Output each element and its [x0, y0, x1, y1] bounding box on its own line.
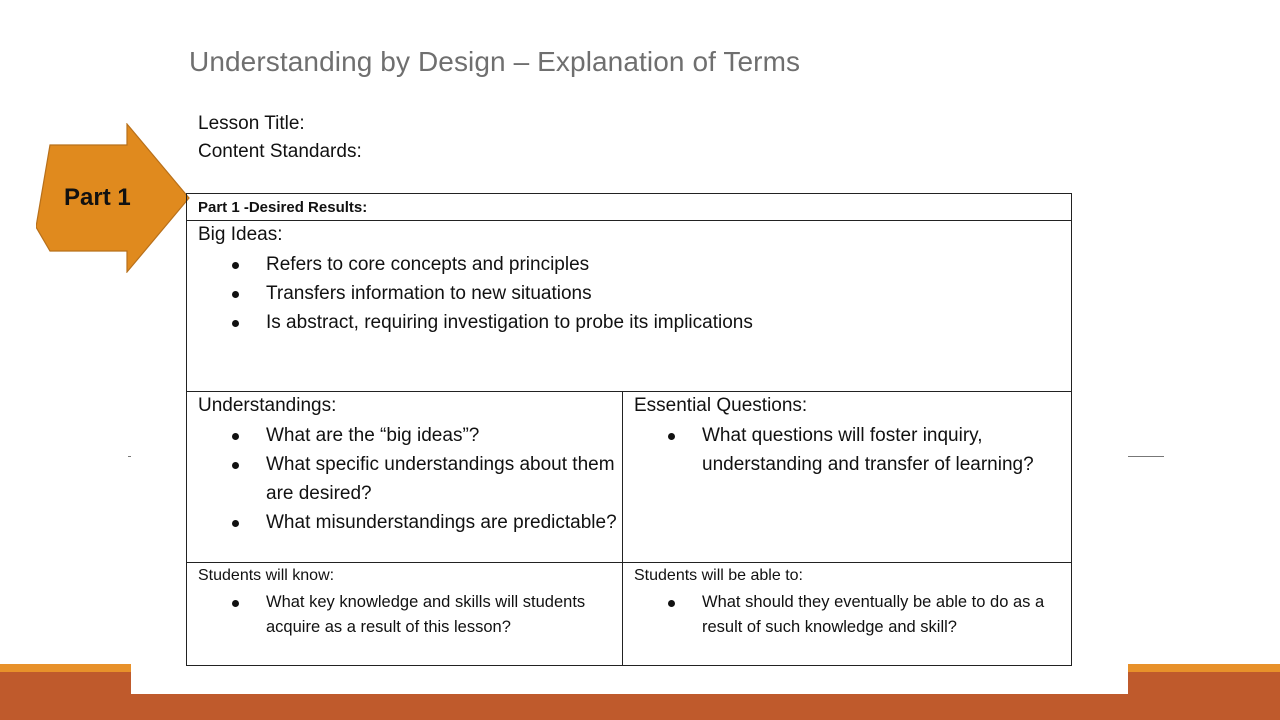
understandings-cell [187, 392, 623, 562]
list-item: What should they eventually be able to do as a result of such knowledge and skill? [634, 590, 1074, 640]
list-item: What are the “big ideas”? [198, 421, 618, 450]
list-item: Refers to core concepts and principles [198, 250, 1058, 279]
list-item: What specific understandings about them are desired? [198, 450, 618, 508]
students-know-title: Students will know: [198, 567, 335, 584]
essential-questions-title: Essential Questions: [634, 395, 808, 416]
list-item: Transfers information to new situations [198, 279, 1058, 308]
content-standards-label: Content Standards: [198, 141, 362, 162]
students-able-title: Students will be able to: [634, 567, 803, 584]
understandings-list [198, 421, 618, 537]
students-able-list [634, 590, 1074, 640]
big-ideas-list [198, 250, 1058, 337]
essential-questions-cell [623, 392, 1071, 562]
list-item: What questions will foster inquiry, understanding and transfer of learning? [634, 421, 1064, 479]
desired-results-table [186, 193, 1072, 666]
big-ideas-cell [187, 221, 1071, 391]
understandings-row [187, 392, 1071, 563]
students-able-cell [623, 563, 1071, 665]
list-item: What key knowledge and skills will students acquire as a result of this lesson? [198, 590, 618, 640]
lesson-title-label: Lesson Title: [198, 113, 305, 134]
table-header: Part 1 -Desired Results: [198, 199, 368, 216]
list-item: Is abstract, requiring investigation to probe its implications [198, 308, 1058, 337]
understandings-title: Understandings: [198, 395, 337, 416]
part-1-label: Part 1 [64, 184, 131, 211]
list-item: What misunderstandings are predictable? [198, 508, 618, 537]
slide-title: Understanding by Design – Explanation of Terms [189, 46, 801, 77]
table-header-row [187, 194, 1071, 221]
essential-questions-list [634, 421, 1064, 479]
students-row [187, 563, 1071, 665]
students-know-cell [187, 563, 623, 665]
divider-tick-right [1128, 456, 1164, 457]
divider-tick-left [128, 456, 131, 457]
big-ideas-title: Big Ideas: [198, 224, 283, 245]
students-know-list [198, 590, 618, 640]
big-ideas-row [187, 221, 1071, 392]
